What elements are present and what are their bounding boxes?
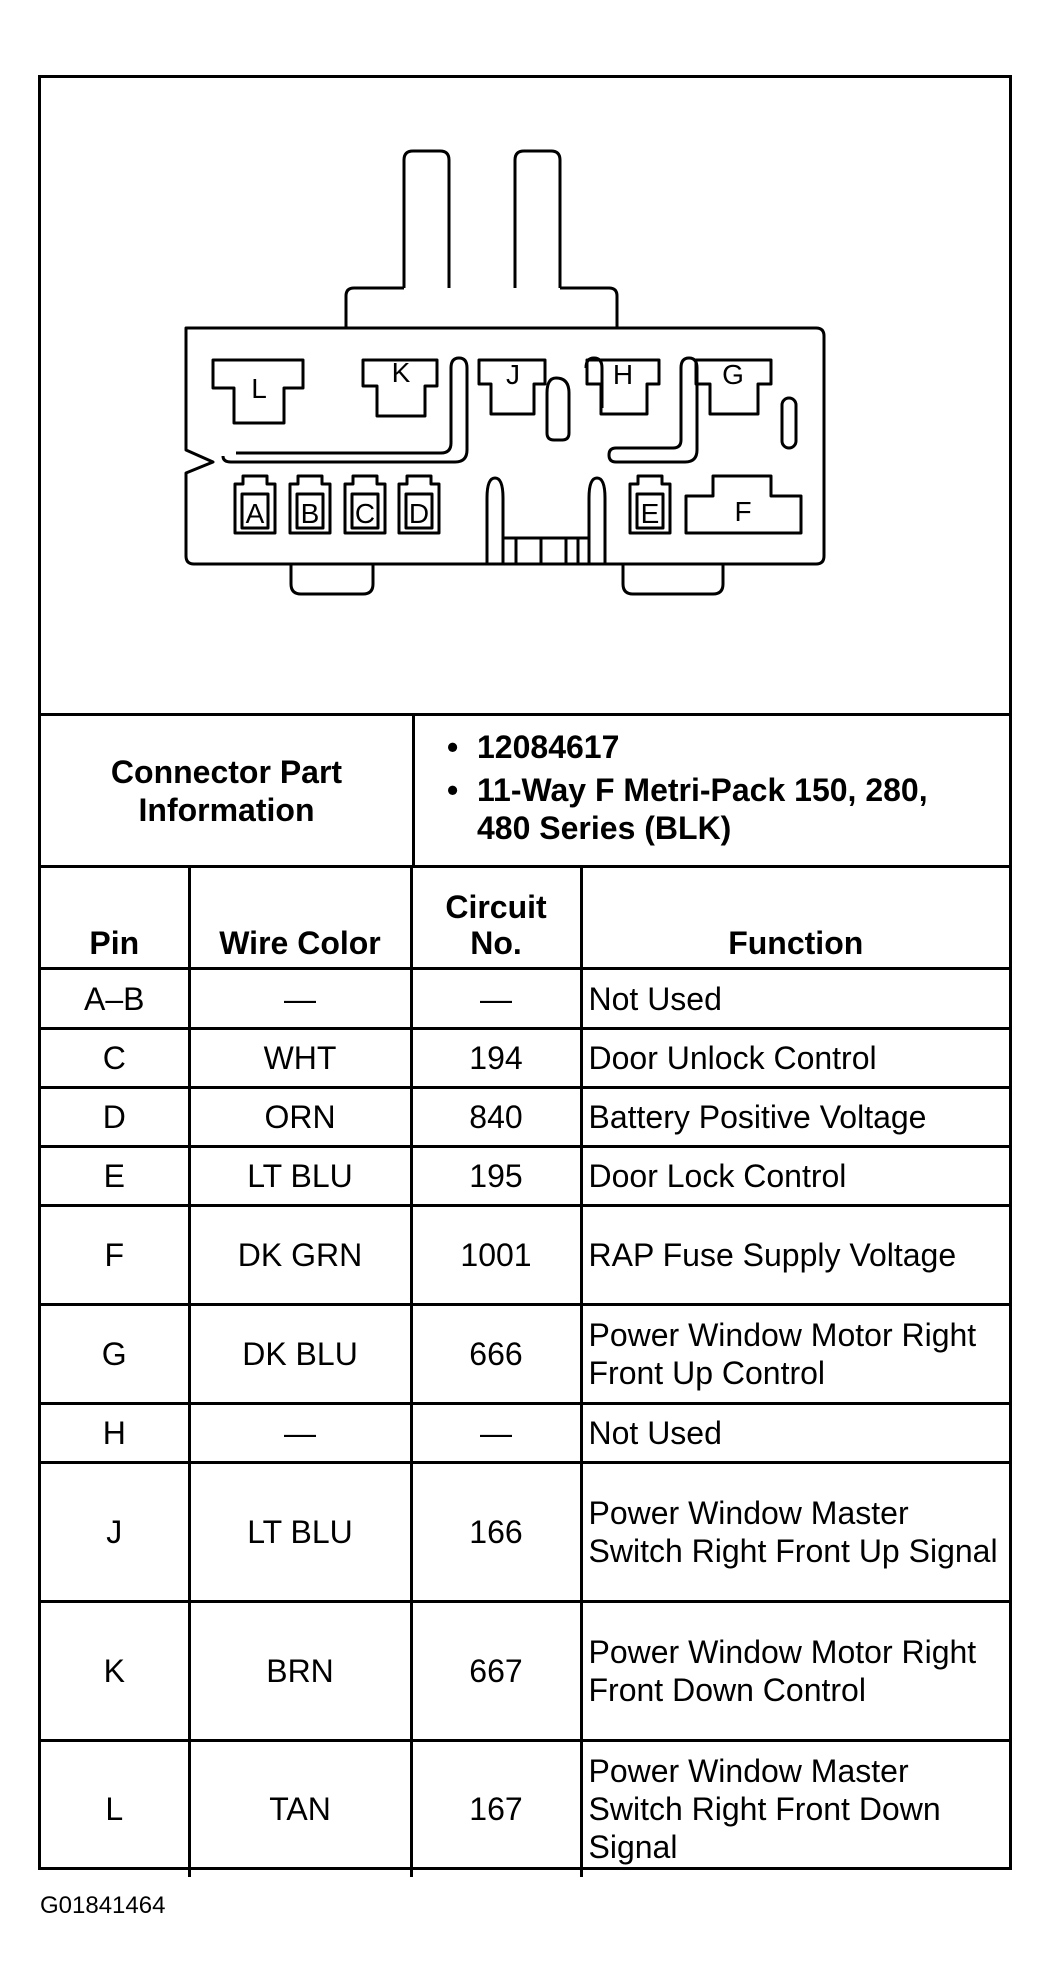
center-notch-left (487, 478, 503, 564)
pinout-table (41, 865, 1009, 1877)
table-row (41, 1029, 1009, 1088)
cell-function: Power Window Motor Right Front Down Control (581, 1602, 1009, 1741)
table-row (41, 1088, 1009, 1147)
cell-wire-color: DK BLU (189, 1305, 411, 1404)
divider-slot-1 (236, 368, 451, 453)
cell-wire-color: — (189, 969, 411, 1029)
pin-label-F: F (734, 496, 752, 527)
latch-tab-right (515, 151, 560, 288)
cell-circuit: 166 (411, 1463, 581, 1602)
cell-circuit: 167 (411, 1741, 581, 1877)
header-wire-color: Wire Color (189, 867, 411, 969)
connector-document-frame (38, 75, 1012, 1870)
table-row (41, 1305, 1009, 1404)
table-row (41, 1206, 1009, 1305)
cell-wire-color: — (189, 1404, 411, 1463)
connector-part-info (41, 713, 1009, 865)
cell-circuit: 840 (411, 1088, 581, 1147)
cell-wire-color: LT BLU (189, 1463, 411, 1602)
cell-function: Power Window Master Switch Right Front Down Signal (581, 1741, 1009, 1877)
pin-label-E: E (640, 498, 660, 529)
pin-label-C: C (354, 498, 376, 529)
part-info-list (415, 716, 1009, 865)
pin-label-D: D (408, 498, 430, 529)
cell-pin: F (41, 1206, 189, 1305)
part-info-label: Connector Part Information (41, 716, 415, 865)
pin-label-H: H (612, 359, 634, 390)
pin-label-B: B (300, 498, 320, 529)
pin-label-A: A (245, 498, 265, 529)
cell-pin: J (41, 1463, 189, 1602)
center-notch-right (589, 478, 605, 564)
cell-wire-color: ORN (189, 1088, 411, 1147)
pin-label-K: K (391, 357, 411, 388)
cell-pin: A–B (41, 969, 189, 1029)
cell-circuit: — (411, 969, 581, 1029)
cell-function: RAP Fuse Supply Voltage (581, 1206, 1009, 1305)
cell-pin: C (41, 1029, 189, 1088)
cell-circuit: 194 (411, 1029, 581, 1088)
cell-circuit: 195 (411, 1147, 581, 1206)
pin-label-G: G (722, 359, 744, 390)
cell-pin: G (41, 1305, 189, 1404)
shoulder-right (560, 288, 617, 328)
cell-function: Power Window Motor Right Front Up Control (581, 1305, 1009, 1404)
table-row (41, 969, 1009, 1029)
cell-pin: K (41, 1602, 189, 1741)
header-circuit: Circuit No. (411, 867, 581, 969)
cell-pin: L (41, 1741, 189, 1877)
cell-function: Door Unlock Control (581, 1029, 1009, 1088)
cell-function: Not Used (581, 969, 1009, 1029)
cell-function: Door Lock Control (581, 1147, 1009, 1206)
oval-key (782, 398, 796, 448)
cell-pin: E (41, 1147, 189, 1206)
table-row (41, 1602, 1009, 1741)
center-notch-ribs (503, 538, 589, 564)
cell-circuit: — (411, 1404, 581, 1463)
connector-face-diagram (41, 78, 1009, 713)
table-row (41, 1741, 1009, 1877)
connector-type: • 11-Way F Metri-Pack 150, 280, 480 Series (BLK) (477, 771, 989, 847)
part-number: • 12084617 (477, 728, 989, 766)
latch-tab-left (404, 151, 449, 288)
cell-circuit: 667 (411, 1602, 581, 1741)
cell-wire-color: BRN (189, 1602, 411, 1741)
cell-wire-color: WHT (189, 1029, 411, 1088)
header-function: Function (581, 867, 1009, 969)
cell-circuit: 1001 (411, 1206, 581, 1305)
cell-wire-color: DK GRN (189, 1206, 411, 1305)
cell-pin: H (41, 1404, 189, 1463)
bottom-lug-right (623, 564, 723, 594)
pin-label-J: J (506, 359, 520, 390)
cell-function: Not Used (581, 1404, 1009, 1463)
shoulder-left (346, 288, 404, 328)
cell-function: Battery Positive Voltage (581, 1088, 1009, 1147)
cell-function: Power Window Master Switch Right Front Up Signal (581, 1463, 1009, 1602)
header-pin: Pin (41, 867, 189, 969)
pin-label-L: L (251, 373, 267, 404)
figure-id: G01841464 (40, 1892, 166, 1919)
table-row (41, 1147, 1009, 1206)
cell-pin: D (41, 1088, 189, 1147)
table-row (41, 1404, 1009, 1463)
cell-wire-color: TAN (189, 1741, 411, 1877)
table-row (41, 1463, 1009, 1602)
cell-wire-color: LT BLU (189, 1147, 411, 1206)
bottom-lug-left (291, 564, 373, 594)
table-header-row (41, 867, 1009, 969)
cell-circuit: 666 (411, 1305, 581, 1404)
locator-post (547, 378, 569, 440)
